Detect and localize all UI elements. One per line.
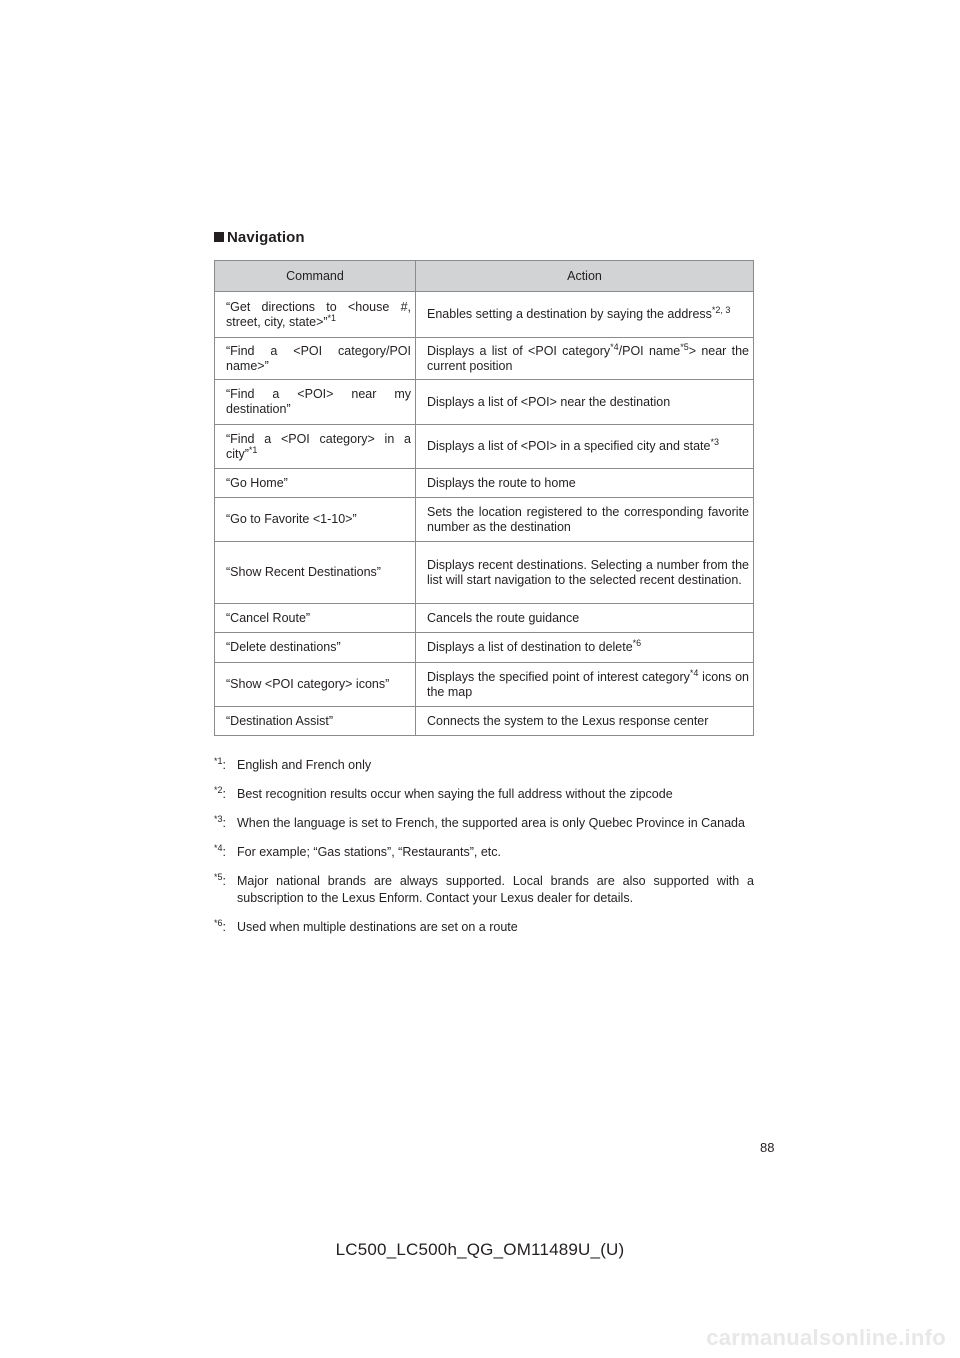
command-cell: “Find a <POI> near my destination” — [215, 380, 416, 425]
footnote-ref: *2, 3 — [711, 305, 731, 315]
footnote-mark: *3 — [214, 814, 223, 824]
footnote-mark: *5 — [214, 872, 223, 882]
action-cell: Displays a list of <POI category$^{*4}$/POI name$^{*5}$> near the current position — [416, 338, 754, 380]
action-cell: Displays a list of <POI> in a specified city and state$^{*3}$ — [416, 425, 754, 469]
command-cell: “Go to Favorite <1-10>” — [215, 498, 416, 542]
command-cell: “Find a <POI category/POI name>” — [215, 338, 416, 380]
action-cell: Displays the route to home — [416, 469, 754, 498]
footnote-mark: *6 — [214, 918, 223, 928]
footnote-text: Major national brands are always supported. Local brands are also supported with a subscription to the Lexus Enform. Contact your Lexus dealer for details. — [237, 874, 754, 905]
footnote-text: Used when multiple destinations are set on a route — [237, 920, 518, 934]
action-cell: Displays a list of destination to delete$^{*6}$ — [416, 633, 754, 663]
square-bullet-icon — [214, 232, 224, 242]
command-cell: “Go Home” — [215, 469, 416, 498]
table-header-row — [215, 261, 754, 292]
action-cell: Enables setting a destination by saying the address$^{*2, 3}$ — [416, 292, 754, 338]
command-cell: “Find a <POI category> in a city”$^{*1}$ — [215, 425, 416, 469]
footnote-ref: *6 — [632, 638, 642, 648]
action-cell: Sets the location registered to the corresponding favorite number as the destination — [416, 498, 754, 542]
table-row — [215, 498, 754, 542]
table-row — [215, 542, 754, 604]
footnotes — [214, 757, 754, 948]
watermark: carmanualsonline.info — [706, 1325, 946, 1350]
column-header-command: Command — [215, 261, 416, 292]
action-cell: Displays a list of <POI> near the destination — [416, 380, 754, 425]
table-row — [215, 338, 754, 380]
command-cell: “Delete destinations” — [215, 633, 416, 663]
footnote: $^{*5}$: Major national brands are always supported. Local brands are also supported with a subscription to the Lexus Enform. Contact your Lexus dealer for details. — [214, 872, 754, 905]
footnote-text: For example; “Gas stations”, “Restaurants”, etc. — [237, 845, 501, 859]
footnote-ref: *4 — [689, 667, 699, 678]
footnote: $^{*2}$: Best recognition results occur when saying the full address without the zipcode — [214, 785, 673, 801]
footnote-text: English and French only — [237, 758, 372, 772]
footnote-ref: *5 — [680, 341, 689, 352]
command-cell: “Show Recent Destinations” — [215, 542, 416, 604]
command-table — [214, 260, 754, 736]
footnote-text: Best recognition results occur when saying the full address without the zipcode — [237, 787, 673, 801]
footnote: $^{*1}$: English and French only — [214, 756, 372, 772]
section-title: Navigation — [227, 229, 305, 246]
table-row — [215, 707, 754, 736]
table-row — [215, 292, 754, 338]
command-cell: “Show <POI category> icons” — [215, 663, 416, 707]
command-cell: “Destination Assist” — [215, 707, 416, 736]
footnote-ref: *4 — [610, 341, 619, 352]
footnote-ref: *3 — [710, 437, 719, 447]
table-row — [215, 425, 754, 469]
table-row — [215, 633, 754, 663]
table-row — [215, 604, 754, 633]
table-row — [215, 380, 754, 425]
action-cell: Connects the system to the Lexus response center — [416, 707, 754, 736]
footnote-text: When the language is set to French, the supported area is only Quebec Province in Canada — [237, 816, 745, 830]
table-row — [215, 469, 754, 498]
footnote-ref: *1 — [327, 312, 337, 323]
footnote: $^{*3}$: When the language is set to French, the supported area is only Quebec Province in Canada — [214, 814, 745, 830]
section-heading — [214, 229, 305, 246]
command-cell: “Get directions to <house #, street, city, state>”$^{*1}$ — [215, 292, 416, 338]
action-cell: Cancels the route guidance — [416, 604, 754, 633]
column-header-action: Action — [416, 261, 754, 292]
action-cell: Displays recent destinations. Selecting a number from the list will start navigation to the selected recent destination. — [416, 542, 754, 604]
footnote-mark: *1 — [214, 756, 223, 766]
page-number: 88 — [760, 1140, 775, 1155]
footnote: $^{*4}$: For example; “Gas stations”, “Restaurants”, etc. — [214, 843, 501, 859]
document-code-footer: LC500_LC500h_QG_OM11489U_(U) — [335, 1240, 625, 1259]
footnote-mark: *2 — [214, 785, 223, 795]
table-row — [215, 663, 754, 707]
footnote: $^{*6}$: Used when multiple destinations are set on a route — [214, 918, 518, 934]
action-cell: Displays the specified point of interest category$^{*4}$ icons on the map — [416, 663, 754, 707]
command-cell: “Cancel Route” — [215, 604, 416, 633]
footnote-ref: *1 — [248, 444, 258, 455]
footnote-mark: *4 — [214, 843, 223, 853]
